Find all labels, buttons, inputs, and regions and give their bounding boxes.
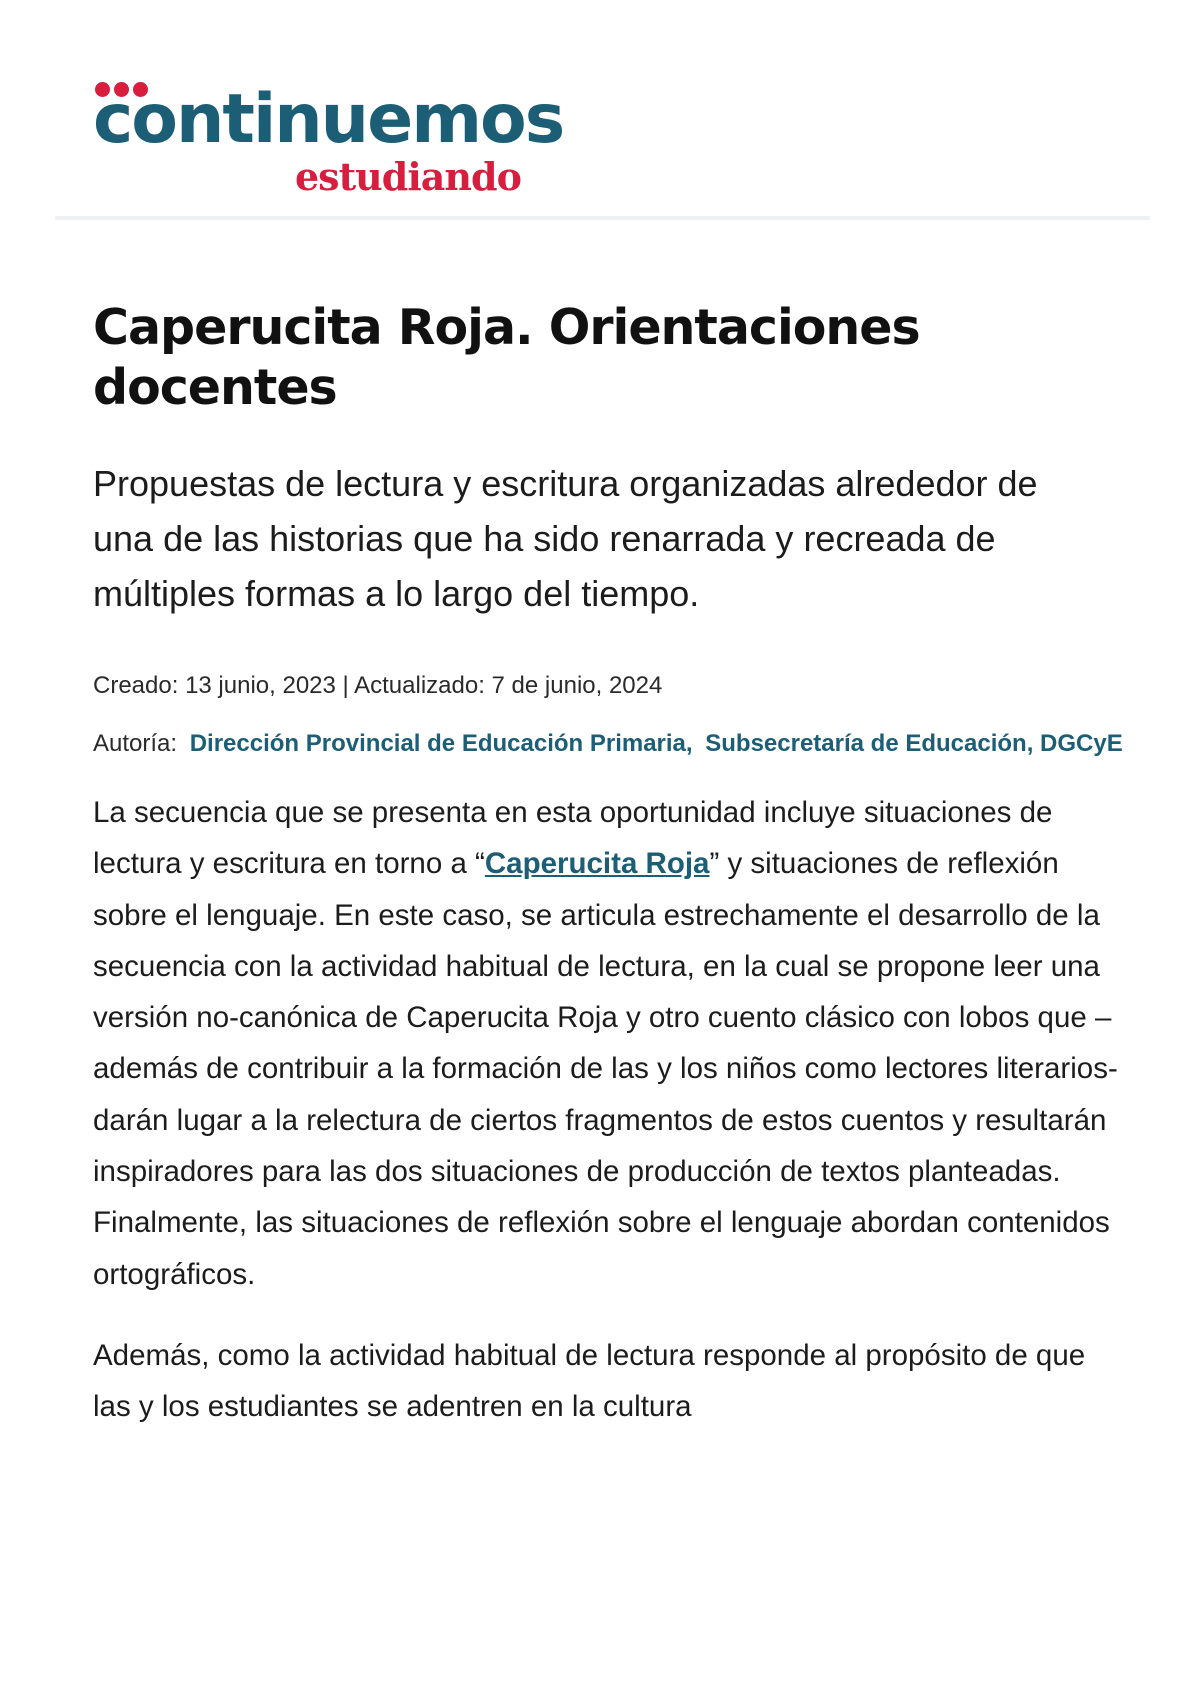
article-subtitle: Propuestas de lectura y escritura organizadas alrededor de una de las historias que ha sido renarrada y recreada de múltiples formas a lo largo del tiempo.	[93, 463, 1038, 614]
page-title: Caperucita Roja. Orientaciones docentes	[93, 299, 920, 416]
paragraph-1-text-before: La secuencia que se presenta en esta oportunidad incluye situaciones de lectura y escritura en torno a “	[93, 796, 1053, 881]
paragraph-1-text-after: ” y situaciones de reflexión sobre el lenguaje. En este caso, se articula estrechamente el desarrollo de la secuencia con la actividad habitual de lectura, en la cual se propone leer una versión no-canónica de Caperucita Roja y otro cuento clásico con lobos que –además de contribuir a la formación de las y los niños como lectores literarios- darán lugar a la relectura de ciertos fragmentos de estos cuentos y resultarán inspiradores para las dos situaciones de producción de textos planteadas. Finalmente, las situaciones de reflexión sobre el lenguaje abordan contenidos ortográficos.	[93, 847, 1118, 1291]
article	[93, 298, 1123, 1433]
site-header	[55, 0, 1150, 220]
site-logo[interactable]	[93, 80, 593, 210]
article-dates	[93, 671, 1123, 701]
meta-separator: |	[342, 672, 349, 699]
logo-wordmark-sub: estudiando	[295, 154, 521, 199]
article-paragraph-1	[93, 787, 1128, 1300]
author-link-primaria[interactable]: Dirección Provincial de Educación Primaria,	[189, 730, 693, 757]
authorship-label: Autoría:	[93, 730, 178, 757]
article-paragraph-2: Además, como la actividad habitual de lectura responde al propósito de que las y los estudiantes se adentren en la cultura	[93, 1338, 1086, 1424]
created-date: 13 junio, 2023	[185, 672, 336, 699]
author-link-dgcye[interactable]: DGCyE	[1040, 730, 1123, 757]
author-link-subsecretaria[interactable]: Subsecretaría de Educación,	[705, 730, 1034, 757]
updated-date: 7 de junio, 2024	[491, 672, 663, 699]
logo-wordmark-main: continuemos	[93, 80, 564, 159]
created-label: Creado:	[93, 672, 179, 699]
article-authorship	[93, 719, 1123, 769]
caperucita-roja-link[interactable]: Caperucita Roja	[484, 847, 710, 881]
updated-label: Actualizado:	[354, 672, 485, 699]
